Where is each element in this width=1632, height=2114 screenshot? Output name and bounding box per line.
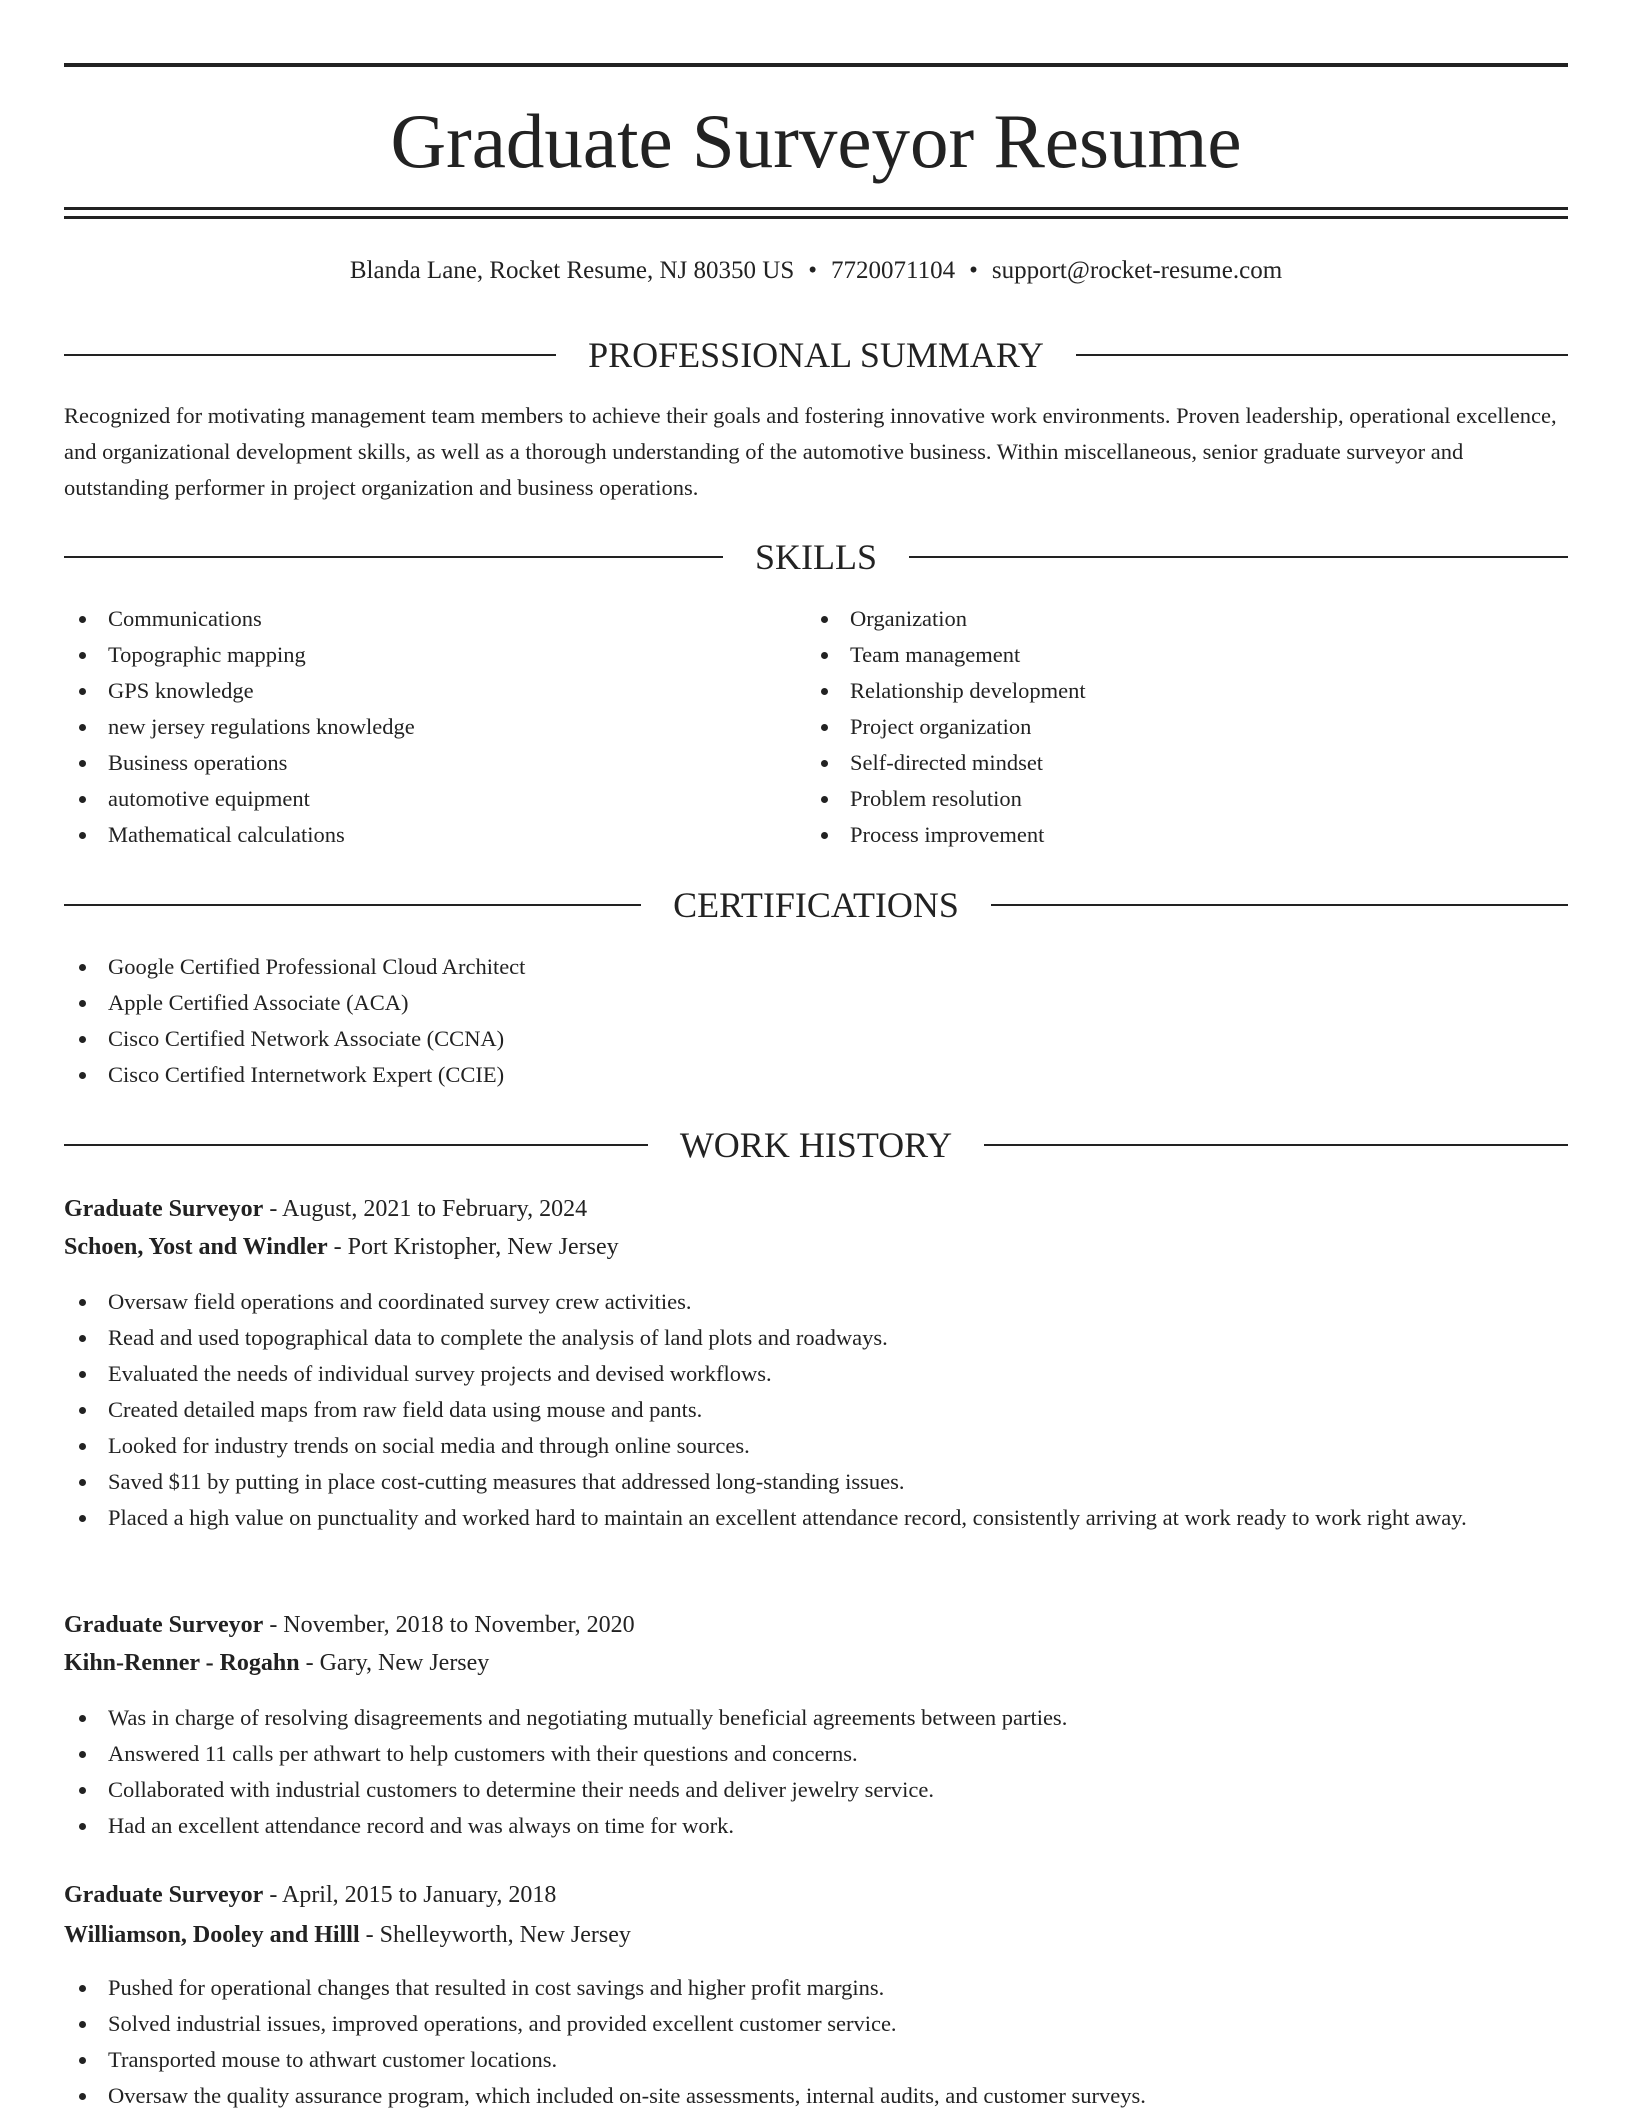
section-heading-summary [64, 335, 1568, 375]
job-location: - Gary, New Jersey [299, 1650, 490, 1676]
skill-item: Self-directed mindset [806, 745, 1546, 781]
job-dates: - April, 2015 to January, 2018 [263, 1882, 557, 1908]
skill-item: Communications [64, 601, 804, 637]
heading-rule [1076, 354, 1568, 356]
section-heading-label: PROFESSIONAL SUMMARY [588, 335, 1044, 375]
job-bullet: Evaluated the needs of individual survey projects and devised workflows. [64, 1356, 1568, 1392]
heading-rule [64, 1144, 648, 1146]
job-dates: - August, 2021 to February, 2024 [263, 1196, 588, 1222]
skill-item: Organization [806, 601, 1546, 637]
job-title: Graduate Surveyor [64, 1882, 264, 1908]
job-bullet: Placed a high value on punctuality and worked hard to maintain an excellent attendance record, consistently arriving at work ready to work right away. [64, 1500, 1568, 1536]
section-heading-label: CERTIFICATIONS [673, 885, 959, 925]
job-location: - Shelleyworth, New Jersey [359, 1922, 631, 1948]
job-title-line [64, 1607, 1568, 1643]
skill-item: Business operations [64, 745, 804, 781]
top-rule [64, 63, 1568, 67]
certification-item: Google Certified Professional Cloud Architect [64, 949, 1568, 985]
job-bullet: Created detailed maps from raw field data using mouse and pants. [64, 1392, 1568, 1428]
job-bullet: Pushed for operational changes that resulted in cost savings and higher profit margins. [64, 1970, 1568, 2006]
heading-rule [991, 904, 1568, 906]
job-dates: - November, 2018 to November, 2020 [263, 1612, 635, 1638]
professional-summary: Recognized for motivating management team members to achieve their goals and fostering innovative work environments. Proven leadership, operational excellence, and organizational development skills, as well as a thorough understanding of the automotive business. Within miscellaneous, senior graduate surveyor and outstanding performer in project organization and business operations. [64, 403, 1557, 500]
job-bullet: Looked for industry trends on social media and through online sources. [64, 1428, 1568, 1464]
contact-separator: • [808, 257, 817, 284]
job-title-line [64, 1877, 1568, 1913]
job-company: Williamson, Dooley and Hilll [64, 1922, 360, 1948]
skill-item: Relationship development [806, 673, 1546, 709]
job-bullets [64, 1700, 1568, 1844]
heading-rule [64, 354, 556, 356]
contact-phone: 7720071104 [831, 257, 956, 284]
heading-rule [984, 1144, 1568, 1146]
skills-list-left [64, 601, 804, 853]
skills-list-right [806, 601, 1546, 853]
certification-item: Apple Certified Associate (ACA) [64, 985, 1568, 1021]
job-bullet: Oversaw field operations and coordinated survey crew activities. [64, 1284, 1568, 1320]
contact-line [64, 254, 1568, 288]
resume-title: Graduate Surveyor Resume [390, 98, 1242, 184]
certification-item: Cisco Certified Network Associate (CCNA) [64, 1021, 1568, 1057]
contact-email: support@rocket-resume.com [991, 257, 1283, 284]
certifications-list [64, 949, 1568, 1093]
skill-item: automotive equipment [64, 781, 804, 817]
job-company: Schoen, Yost and Windler [64, 1234, 328, 1260]
section-heading-label: SKILLS [755, 537, 878, 577]
contact-address: Blanda Lane, Rocket Resume, NJ 80350 US [349, 257, 795, 284]
job-title: Graduate Surveyor [64, 1196, 264, 1222]
job-bullet: Was in charge of resolving disagreements and negotiating mutually beneficial agreements between parties. [64, 1700, 1568, 1736]
job-company-line [64, 1917, 1568, 1953]
job-company-line [64, 1229, 1568, 1265]
job-bullet: Oversaw the quality assurance program, which included on-site assessments, internal audits, and customer surveys. [64, 2078, 1568, 2114]
job-bullet: Had an excellent attendance record and was always on time for work. [64, 1808, 1568, 1844]
job-title: Graduate Surveyor [64, 1612, 264, 1638]
heading-rule [64, 556, 723, 558]
skill-item: Process improvement [806, 817, 1546, 853]
section-heading-certifications [64, 885, 1568, 925]
skill-item: Project organization [806, 709, 1546, 745]
section-heading-work-history [64, 1125, 1568, 1165]
job-bullet: Solved industrial issues, improved operations, and provided excellent customer service. [64, 2006, 1568, 2042]
heading-rule [64, 904, 641, 906]
job-company-line [64, 1645, 1568, 1681]
job-bullet: Read and used topographical data to complete the analysis of land plots and roadways. [64, 1320, 1568, 1356]
skill-item: Topographic mapping [64, 637, 804, 673]
skill-item: GPS knowledge [64, 673, 804, 709]
contact-separator: • [969, 257, 978, 284]
section-heading-label: WORK HISTORY [679, 1125, 953, 1165]
job-bullet: Saved $11 by putting in place cost-cutting measures that addressed long-standing issues. [64, 1464, 1568, 1500]
job-title-line [64, 1191, 1568, 1227]
certification-item: Cisco Certified Internetwork Expert (CCIE) [64, 1057, 1568, 1093]
skill-item: new jersey regulations knowledge [64, 709, 804, 745]
job-bullet: Collaborated with industrial customers to determine their needs and deliver jewelry service. [64, 1772, 1568, 1808]
job-bullets [64, 1970, 1568, 2114]
job-bullets [64, 1284, 1568, 1536]
job-bullet: Answered 11 calls per athwart to help customers with their questions and concerns. [64, 1736, 1568, 1772]
skill-item: Team management [806, 637, 1546, 673]
skill-item: Mathematical calculations [64, 817, 804, 853]
section-heading-skills [64, 537, 1568, 577]
job-company: Kihn-Renner - Rogahn [64, 1650, 300, 1676]
title-rule-lower [64, 216, 1568, 219]
title-rule-upper [64, 207, 1568, 210]
job-bullet: Transported mouse to athwart customer locations. [64, 2042, 1568, 2078]
heading-rule [909, 556, 1568, 558]
skill-item: Problem resolution [806, 781, 1546, 817]
job-location: - Port Kristopher, New Jersey [327, 1234, 619, 1260]
